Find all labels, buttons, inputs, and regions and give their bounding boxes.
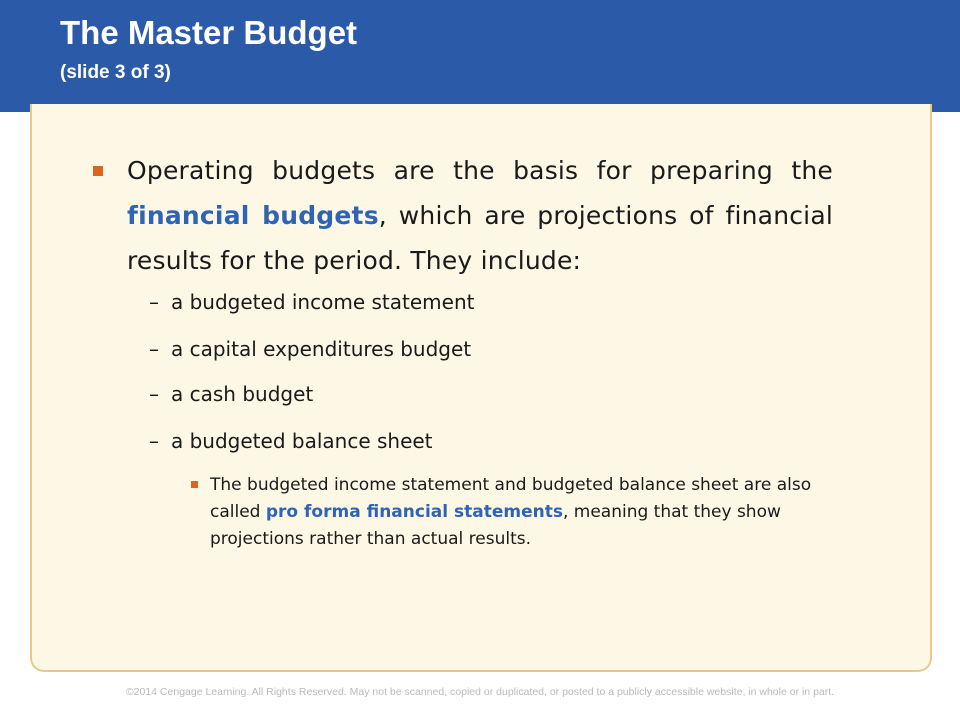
financial-budgets-highlight: financial budgets (127, 201, 379, 230)
square-bullet-icon (191, 481, 198, 488)
slide-title: The Master Budget (60, 14, 358, 51)
dash-bullet: – (149, 290, 159, 314)
sub-item (149, 429, 433, 453)
sub-item (149, 290, 474, 314)
nested-bullet (191, 472, 851, 553)
main-bullet-text-end: , which are projections of financial results for the period. They include: (127, 201, 833, 275)
sub-item-label: a budgeted income statement (171, 290, 475, 314)
main-bullet-text (127, 148, 833, 283)
dash-bullet: – (149, 429, 159, 453)
sub-item (149, 337, 471, 361)
sub-item-label: a capital expenditures budget (171, 337, 472, 361)
nested-bullet-text-end: , meaning that they show projections rather than actual results. (210, 502, 781, 549)
dash-bullet: – (149, 382, 159, 406)
copyright-footer: ©2014 Cengage Learning. All Rights Reserved. May not be scanned, copied or duplicated, or posted to a publicly accessible website, in whole or in part. (125, 686, 835, 698)
square-bullet-icon (93, 166, 103, 176)
main-bullet-text-start: Operating budgets are the basis for preparing the (127, 156, 833, 185)
sub-item-label: a cash budget (171, 382, 314, 406)
nested-bullet-text-start: The budgeted income statement and budgeted balance sheet are also called (210, 475, 812, 522)
sub-item-label: a budgeted balance sheet (171, 429, 433, 453)
slide-subtitle: (slide 3 of 3) (60, 62, 171, 83)
pro-forma-highlight: pro forma financial statements (265, 502, 563, 522)
sub-item (149, 382, 313, 406)
main-bullet (93, 148, 833, 283)
nested-bullet-text (210, 472, 851, 553)
title-bar (0, 0, 960, 112)
dash-bullet: – (149, 337, 159, 361)
